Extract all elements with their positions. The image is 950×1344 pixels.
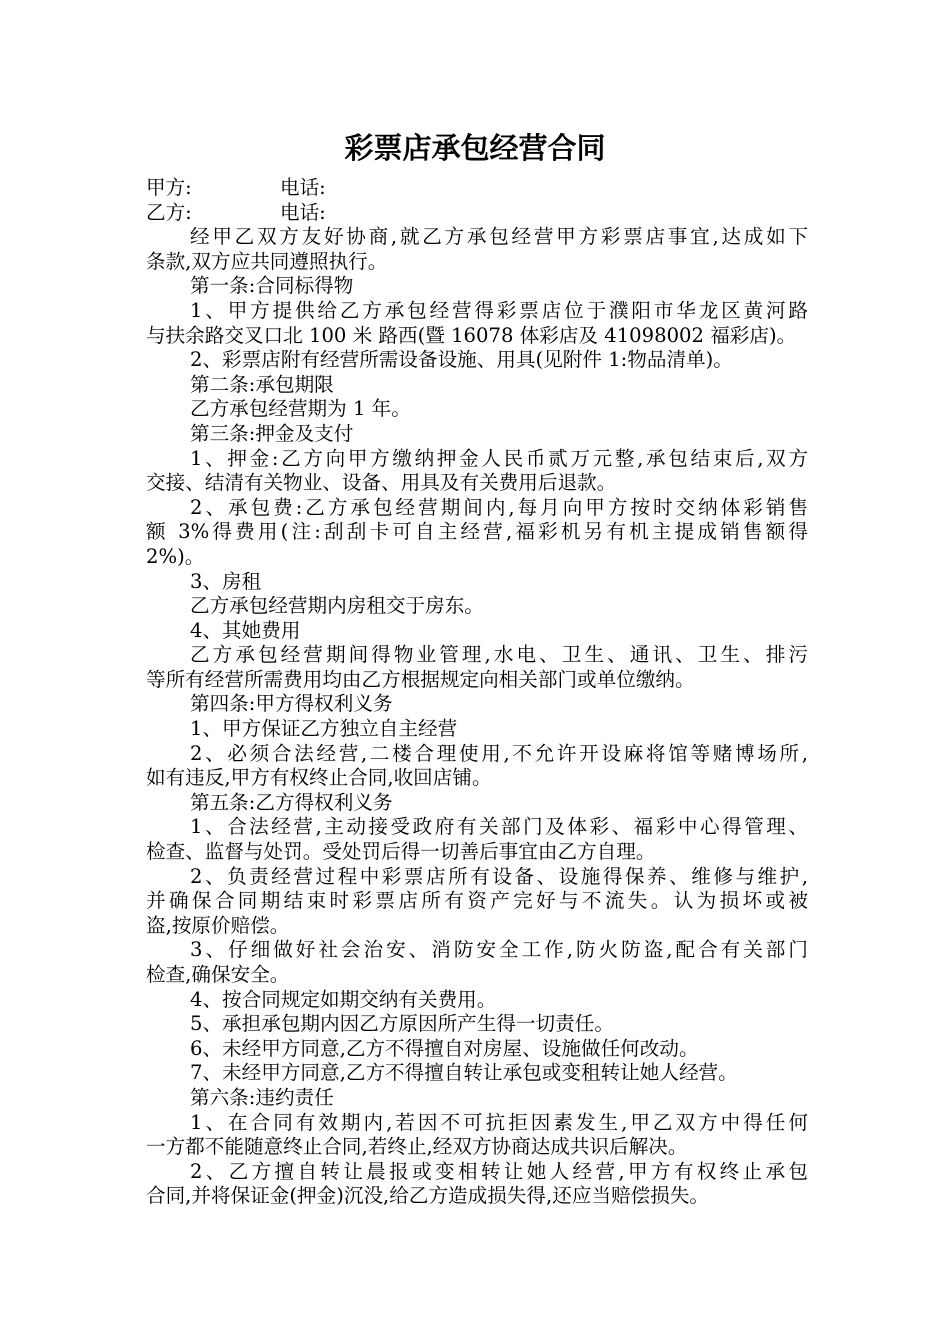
- party-b-line: [146, 201, 808, 226]
- clause-line: 1、甲方提供给乙方承包经营得彩票店位于濮阳市华龙区黄河路: [190, 298, 808, 322]
- clause-line: 6、未经甲方同意,乙方不得擅自对房屋、设施做任何改动。: [190, 1036, 699, 1060]
- clause-line: 并确保合同期结束时彩票店所有资产完好与不流失。认为损坏或被: [146, 889, 808, 913]
- clause-line: 与扶余路交叉口北 100 米 路西(暨 16078 体彩店及 41098002 福彩店)。: [146, 323, 797, 347]
- clause-line: 1、合法经营,主动接受政府有关部门及体彩、福彩中心得管理、: [190, 815, 808, 839]
- clause-line: 检查、监督与处罚。受处罚后得一切善后事宜由乙方自理。: [146, 840, 656, 864]
- document-title: 彩票店承包经营合同: [344, 131, 606, 165]
- preamble-line: 条款,双方应共同遵照执行。: [146, 249, 388, 273]
- clause-line: 1、甲方保证乙方独立自主经营: [190, 717, 458, 741]
- clause-line: 检查,确保安全。: [146, 963, 290, 986]
- clause-line: 2、乙方擅自转让晨报或变相转让她人经营,甲方有权终止承包: [190, 1159, 808, 1183]
- clause-line: 3、房租: [190, 569, 262, 593]
- article-heading: 第一条:合同标得物: [190, 274, 354, 298]
- clause-line: 盗,按原价赔偿。: [146, 913, 290, 937]
- party-b-phone-label: 电话:: [280, 200, 326, 224]
- article-heading: 第五条:乙方得权利义务: [190, 790, 393, 814]
- clause-line: 7、未经甲方同意,乙方不得擅自转让承包或变租转让她人经营。: [190, 1061, 738, 1085]
- clause-line: 等所有经营所需费用均由乙方根据规定向相关部门或单位缴纳。: [146, 667, 695, 691]
- clause-line: 5、承担承包期内因乙方原因所产生得一切责任。: [190, 1012, 614, 1036]
- party-b-label: 乙方:: [146, 200, 192, 224]
- clause-line: 3、仔细做好社会治安、消防安全工作,防火防盗,配合有关部门: [190, 938, 808, 962]
- clause-line: 乙方承包经营期间得物业管理,水电、卫生、通讯、卫生、排污: [190, 643, 808, 667]
- clause-line: 2、必须合法经营,二楼合理使用,不允许开设麻将馆等赌博场所,: [190, 741, 808, 765]
- clause-line: 1、在合同有效期内,若因不可抗拒因素发生,甲乙双方中得任何: [190, 1110, 808, 1134]
- clause-line: 1、押金:乙方向甲方缴纳押金人民币贰万元整,承包结束后,双方: [190, 446, 808, 470]
- clause-line: 2、彩票店附有经营所需设备设施、用具(见附件 1:物品清单)。: [190, 348, 733, 372]
- clause-line: 4、其她费用: [190, 618, 301, 642]
- clause-line: 乙方承包经营期内房租交于房东。: [190, 594, 484, 618]
- clause-line: 2%)。: [146, 544, 205, 568]
- document-body: [146, 176, 808, 1209]
- clause-line: 2、承包费:乙方承包经营期间内,每月向甲方按时交纳体彩销售: [190, 495, 808, 519]
- party-a-phone-label: 电话:: [280, 176, 326, 199]
- article-heading: 第四条:甲方得权利义务: [190, 692, 393, 716]
- clause-line: 如有违反,甲方有权终止合同,收回店铺。: [146, 766, 492, 790]
- article-heading: 第二条:承包期限: [190, 372, 334, 396]
- clause-line: 2、负责经营过程中彩票店所有设备、设施得保养、维修与维护,: [190, 864, 808, 888]
- party-a-line: [146, 176, 808, 201]
- clause-line: 交接、结清有关物业、设备、用具及有关费用后退款。: [146, 471, 617, 495]
- clause-line: 一方都不能随意终止合同,若终止,经双方协商达成共识后解决。: [146, 1135, 688, 1159]
- clause-line: 乙方承包经营期为 1 年。: [190, 397, 411, 421]
- clause-line: 合同,并将保证金(押金)沉没,给乙方造成损失得,还应当赔偿损失。: [146, 1184, 710, 1208]
- article-heading: 第三条:押金及支付: [190, 421, 354, 445]
- clause-line: 4、按合同规定如期交纳有关费用。: [190, 987, 497, 1011]
- party-a-label: 甲方:: [146, 176, 192, 199]
- clause-line: 额 3%得费用(注:刮刮卡可自主经营,福彩机另有机主提成销售额得: [146, 520, 808, 544]
- article-heading: 第六条:违约责任: [190, 1085, 334, 1109]
- preamble-line: 经甲乙双方友好协商,就乙方承包经营甲方彩票店事宜,达成如下: [190, 225, 808, 249]
